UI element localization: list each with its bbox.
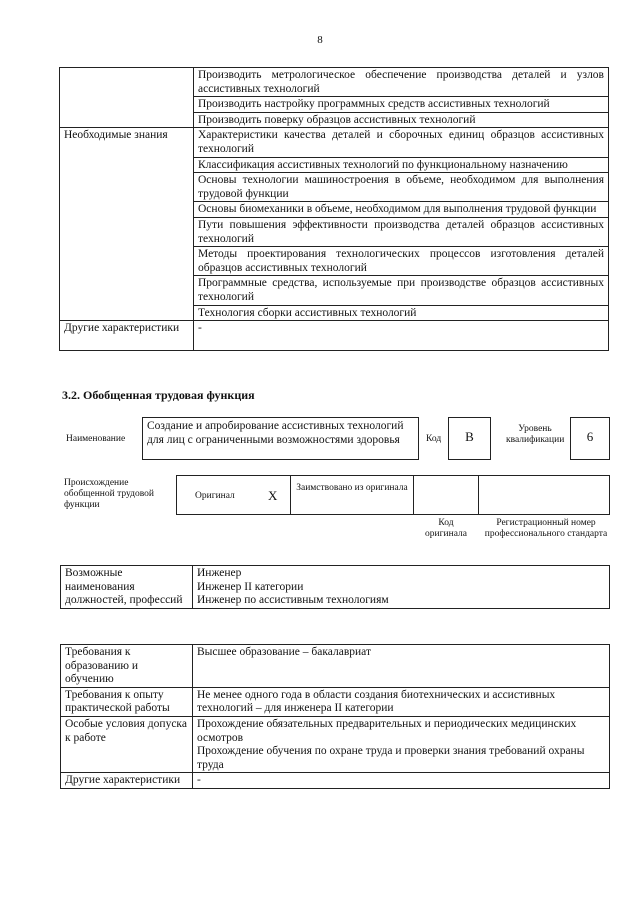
- table-row: [60, 128, 609, 157]
- table-cell: Технология сборки ассистивных технологий: [194, 305, 609, 321]
- education-value: Высшее образование – бакалавриат: [193, 645, 610, 688]
- table-cell: Программные средства, используемые при производстве образцов ассистивных технологий: [194, 276, 609, 305]
- admission-label: Особые условия допуска к работе: [61, 716, 193, 772]
- table-cell: Производить настройку программных средств ассистивных технологий: [194, 97, 609, 113]
- name-label: Наименование: [66, 434, 126, 444]
- row-label: [60, 68, 194, 128]
- other-label: Другие характеристики: [61, 773, 193, 789]
- positions-values: [193, 566, 610, 609]
- code-original-caption: Код оригинала: [425, 518, 467, 539]
- level-value-box: 6: [570, 417, 610, 460]
- table-cell: Производить поверку образцов ассистивных технологий: [194, 112, 609, 128]
- row-label-knowledge: Необходимые знания: [60, 128, 194, 321]
- admission-item: Прохождение обучения по охране труда и проверки знания требований охраны труда: [197, 745, 585, 771]
- original-mark: X: [268, 488, 278, 503]
- origin-label: Происхождение обобщенной трудовой функции: [64, 478, 154, 510]
- row-label-other: Другие характеристики: [60, 321, 194, 351]
- divider: [478, 475, 479, 515]
- table-row: [61, 645, 610, 688]
- table-row: [61, 687, 610, 716]
- admission-item: Прохождение обязательных предварительных и периодических медицинских осмотров: [197, 717, 577, 744]
- page-number: 8: [317, 34, 323, 46]
- table-cell: Характеристики качества деталей и сборочных единиц образцов ассистивных технологий: [194, 128, 609, 157]
- table-row: [60, 321, 609, 351]
- position-item: Инженер: [197, 567, 242, 579]
- other-value: -: [193, 773, 610, 789]
- origin-box: [176, 475, 610, 515]
- position-item: Инженер II категории: [197, 580, 304, 593]
- table-row: [61, 716, 610, 772]
- section-heading: 3.2. Обобщенная трудовая функция: [62, 388, 255, 402]
- original-label: Оригинал: [195, 491, 235, 501]
- name-value-box: Создание и апробирование ассистивных технологий для лиц с ограниченными возможностями здоровья: [142, 417, 419, 460]
- divider: [413, 475, 414, 515]
- divider: [290, 475, 291, 515]
- table-row: [61, 566, 610, 609]
- level-label: Уровень квалификации: [506, 424, 565, 445]
- table-row: [61, 773, 610, 789]
- code-label: Код: [426, 434, 442, 444]
- experience-label: Требования к опыту практической работы: [61, 687, 193, 716]
- table-cell: Основы биомеханики в объеме, необходимом для выполнения трудовой функции: [194, 202, 609, 218]
- table-cell: Основы технологии машиностроения в объеме, необходимом для выполнения трудовой функции: [194, 173, 609, 202]
- table-cell: Производить метрологическое обеспечение производства деталей и узлов ассистивных технологий: [194, 68, 609, 97]
- table-cell: Классификация ассистивных технологий по функциональному назначению: [194, 157, 609, 173]
- labor-function-table: [59, 67, 609, 351]
- reg-number-caption: Регистрационный номер профессионального стандарта: [484, 518, 608, 539]
- positions-table: [60, 565, 610, 609]
- education-label: Требования к образованию и обучению: [61, 645, 193, 688]
- requirements-table: [60, 644, 610, 789]
- borrowed-label: Заимствовано из оригинала: [296, 483, 408, 493]
- table-cell: Пути повышения эффективности производства деталей образцов ассистивных технологий: [194, 217, 609, 246]
- experience-value: Не менее одного года в области создания биотехнических и ассистивных технологий – для инженера II категории: [193, 687, 610, 716]
- code-value-box: B: [448, 417, 491, 460]
- table-cell: -: [194, 321, 609, 351]
- table-row: [60, 68, 609, 97]
- table-cell: Методы проектирования технологических процессов изготовления деталей образцов ассистивных технологий: [194, 247, 609, 276]
- positions-label: Возможные наименования должностей, профессий: [61, 566, 193, 609]
- admission-values: [193, 716, 610, 772]
- position-item: Инженер по ассистивным технологиям: [197, 594, 389, 607]
